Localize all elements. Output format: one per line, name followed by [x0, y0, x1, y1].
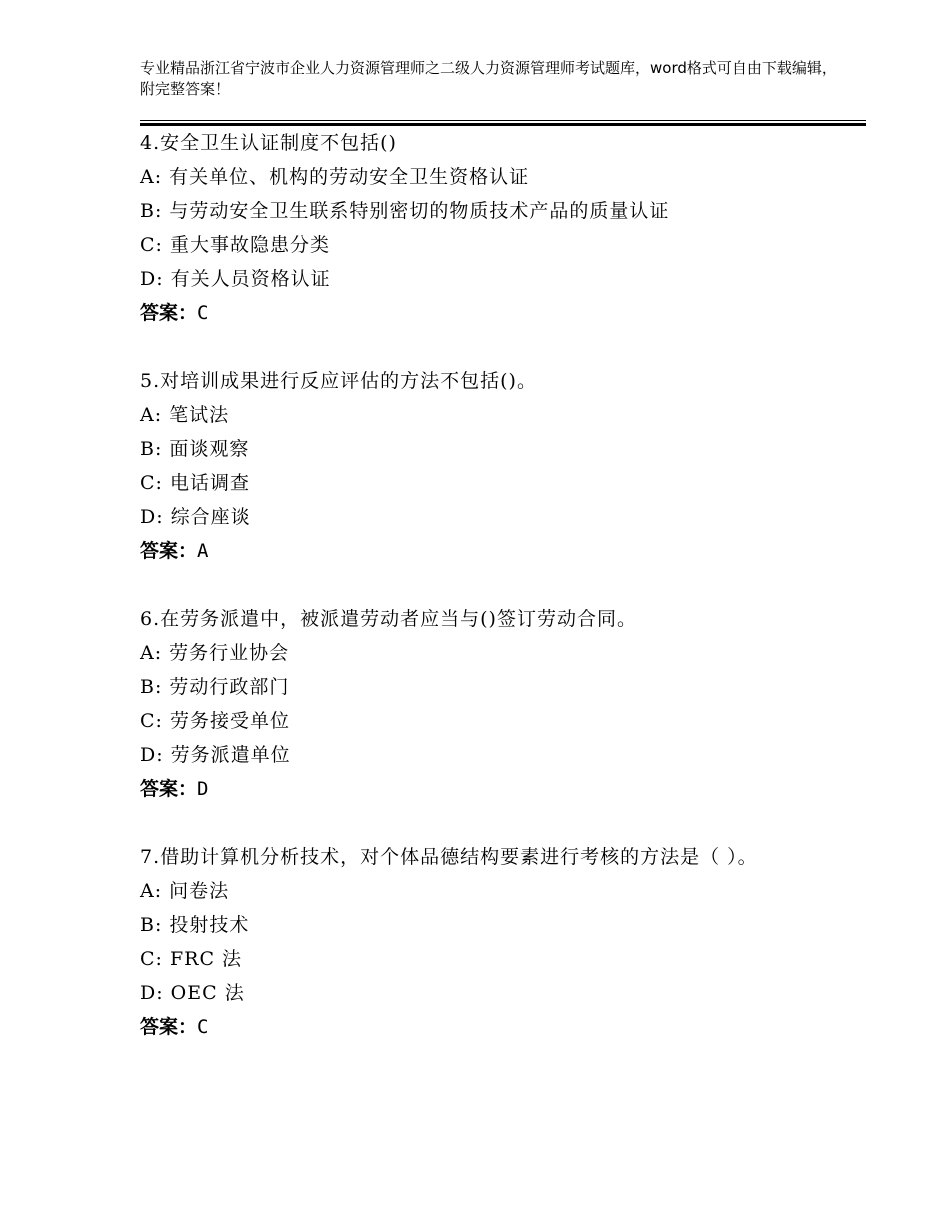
option-b: B: 与劳动安全卫生联系特别密切的物质技术产品的质量认证: [140, 200, 670, 222]
option-a: A: 问卷法: [140, 880, 230, 902]
option-a: A: 劳务行业协会: [140, 642, 290, 664]
answer-line: [140, 296, 860, 330]
option-c: C: 劳务接受单位: [140, 710, 290, 732]
question-7: [140, 840, 860, 1044]
answer-line: [140, 772, 860, 806]
question-5: [140, 364, 860, 568]
answer-value: C: [197, 1016, 209, 1038]
answer-line: [140, 1010, 860, 1044]
option-c: C: FRC 法: [140, 948, 243, 970]
question-list: [140, 126, 860, 1078]
header-rule-thin: [140, 120, 866, 121]
question-stem: 7.借助计算机分析技术，对个体品德结构要素进行考核的方法是（ ）。: [140, 846, 758, 868]
option-b: B: 投射技术: [140, 914, 250, 936]
answer-label: 答案：: [140, 540, 198, 562]
option-d: D: 综合座谈: [140, 506, 251, 528]
page-header: [140, 58, 840, 100]
answer-value: D: [197, 778, 209, 800]
option-c: C: 电话调查: [140, 472, 250, 494]
answer-label: 答案：: [140, 1016, 198, 1038]
question-4: [140, 126, 860, 330]
question-6: [140, 602, 860, 806]
question-stem: 6.在劳务派遣中，被派遣劳动者应当与()签订劳动合同。: [140, 608, 637, 630]
option-b: B: 劳动行政部门: [140, 676, 290, 698]
option-d: D: 有关人员资格认证: [140, 268, 331, 290]
option-b: B: 面谈观察: [140, 438, 250, 460]
answer-label: 答案：: [140, 778, 198, 800]
answer-value: C: [197, 302, 209, 324]
document-title: 专业精品浙江省宁波市企业人力资源管理师之二级人力资源管理师考试题库，word格式可自由下载编辑，附完整答案！: [140, 59, 837, 98]
answer-label: 答案：: [140, 302, 198, 324]
option-a: A: 有关单位、机构的劳动安全卫生资格认证: [140, 166, 530, 188]
option-a: A: 笔试法: [140, 404, 230, 426]
option-d: D: 劳务派遣单位: [140, 744, 291, 766]
answer-line: [140, 534, 860, 568]
option-d: D: OEC 法: [140, 982, 245, 1004]
option-c: C: 重大事故隐患分类: [140, 234, 330, 256]
question-stem: 4.安全卫生认证制度不包括(): [140, 132, 397, 154]
answer-value: A: [197, 540, 209, 562]
question-stem: 5.对培训成果进行反应评估的方法不包括()。: [140, 370, 537, 392]
